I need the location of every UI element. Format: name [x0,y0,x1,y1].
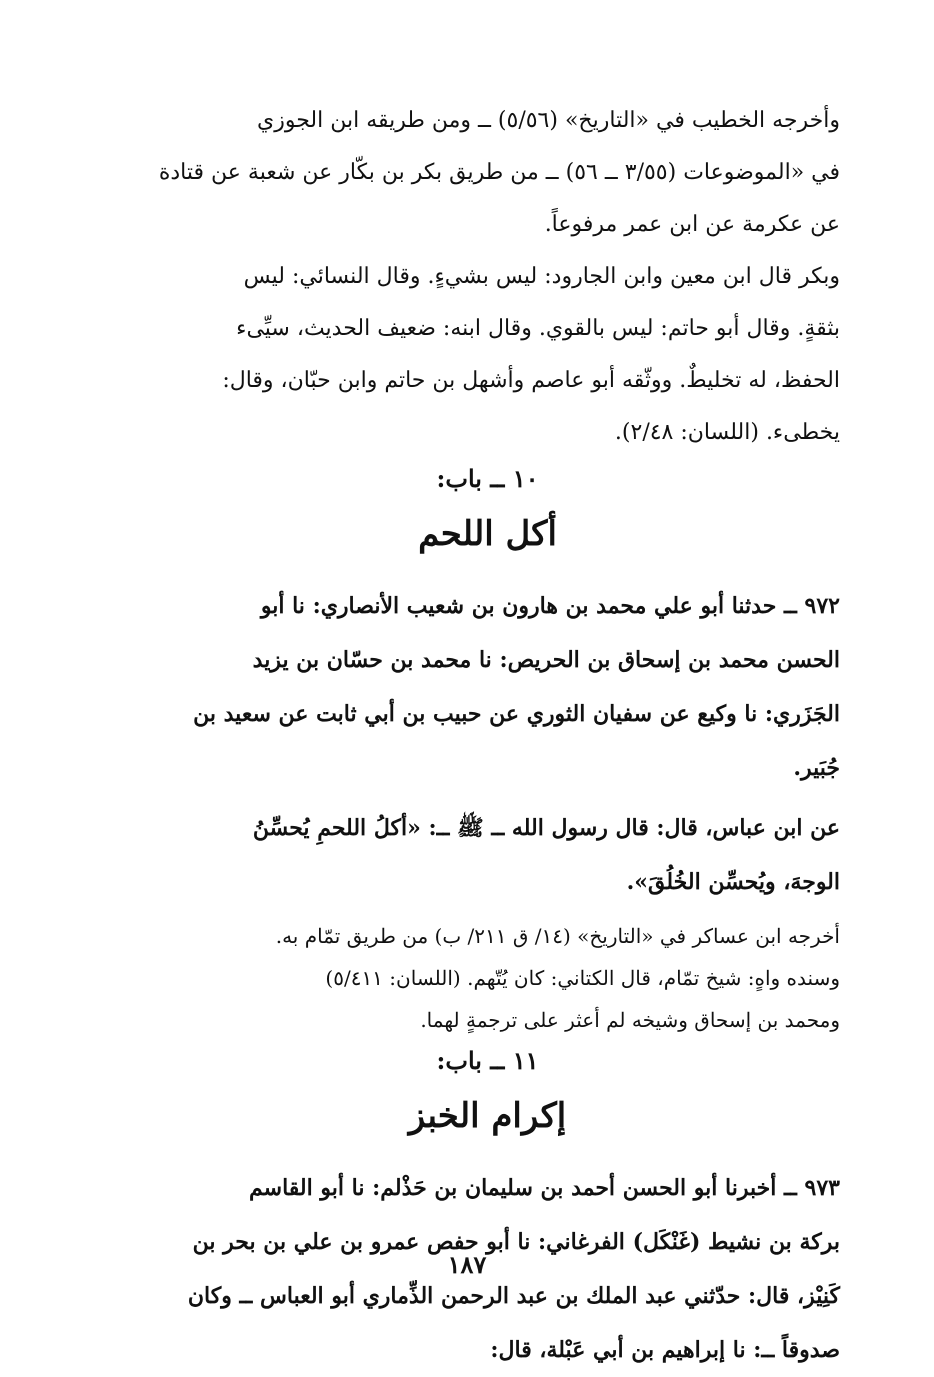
text-line: صدوقاً ــ: نا إبراهيم بن أبي عَبْلة، قال: [490,1337,840,1363]
chapter-number: ١١ ــ باب: [436,1046,539,1075]
page-body [135,95,840,1363]
text-line: في «الموضوعات (٣/٥٥ ــ ٥٦) ــ من طريق بكر بن بكّار عن شعبة عن قتادة [158,160,840,185]
chapter-title: أكل اللحم [418,514,557,554]
text-line: وبكر قال ابن معين وابن الجارود: ليس بشيءٍ. وقال النسائي: ليس [243,264,840,289]
text-line: بثقةٍ. وقال أبو حاتم: ليس بالقوي. وقال ابنه: ضعيف الحديث، سيِّىء [236,316,840,341]
text-line: ٩٧٢ ــ حدثنا أبو علي محمد بن هارون بن شعيب الأنصاري: نا أبو [260,593,840,619]
text-line: وأخرجه الخطيب في «التاريخ» (٥/٥٦) ــ ومن طريقه ابن الجوزي [257,108,840,133]
text-line: الحفظ، له تخليطٌ. ووثّقه أبو عاصم وأشهل بن حاتم وابن حبّان، وقال: [222,368,840,393]
chapter-title: إكرام الخبز [408,1096,567,1136]
text-line: الوجهَ، ويُحسِّن الخُلُقَ». [626,869,840,895]
hadith-isnad [135,579,840,795]
text-line: جُبَير. [793,755,840,781]
text-line: عن عكرمة عن ابن عمر مرفوعاً. [544,212,840,237]
text-line: بركة بن نشيط (غَنْكَل) الفرغاني: نا أبو حفص عمرو بن علي بن بحر بن [192,1229,840,1255]
text-line: أخرجه ابن عساكر في «التاريخ» (١٤/ ق ٢١١/ ب) من طريق تمّام به. [275,924,840,948]
text-line: كَنِيْز، قال: حدّثني عبد الملك بن عبد الرحمن الذِّماري أبو العباس ــ وكان [187,1283,840,1309]
text-line: يخطىء. (اللسان: ٢/٤٨). [614,420,840,445]
hadith-matn [135,801,840,909]
narrator-critique-paragraph [135,251,840,459]
text-line: ٩٧٣ ــ أخبرنا أبو الحسن أحمد بن سليمان بن حَذْلم: نا أبو القاسم [249,1175,840,1201]
text-line: وسنده واهٍ: شيخ تمّام، قال الكتاني: كان يُتّهم. (اللسان: ٥/٤١١) [325,966,840,990]
takhrij-paragraph [135,95,840,251]
takhrij-note [135,915,840,1041]
text-line: الجَزَري: نا وكيع عن سفيان الثوري عن حبيب بن أبي ثابت عن سعيد بن [193,701,840,727]
text-line: عن ابن عباس، قال: قال رسول الله ــ ﷺ ــ: «أكلُ اللحمِ يُحسِّنُ [252,815,840,841]
text-line: الحسن محمد بن إسحاق بن الحريص: نا محمد بن حسّان بن يزيد [252,647,840,673]
page-number: ١٨٧ [447,1250,487,1279]
text-line: ومحمد بن إسحاق وشيخه لم أعثر على ترجمةٍ لهما. [420,1008,840,1032]
chapter-number: ١٠ ــ باب: [436,464,539,493]
